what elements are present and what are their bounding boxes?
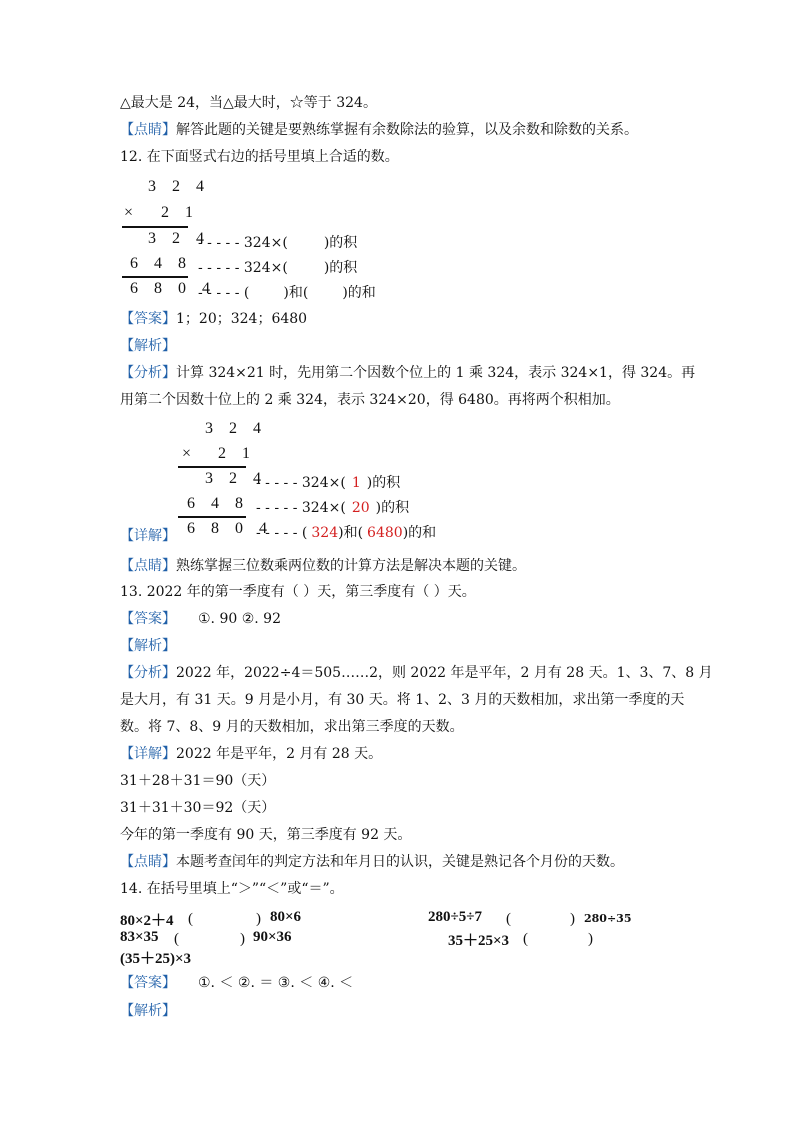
detail-row-partial1: 3 2 4 [205,470,267,487]
q12-fenxi-line-1: 【分析】计算 324×21 时，先用第二个因数个位上的 1 乘 324，表示 324×1，得 324。再 [120,365,696,381]
q13-answer-line: 【答案】 ①. 90 ②. 92 [120,611,281,627]
q12-dianjing-line: 【点睛】熟练掌握三位数乘两位数的计算方法是解决本题的关键。 [120,558,526,574]
compare-c-open-paren: ( [174,931,179,947]
compare-d-left: 35＋25×3 [448,933,510,949]
calc-multiply-sign: × [124,204,140,221]
q14-jiexi-tag: 【解析】 [120,1003,176,1019]
compare-b-right: 280÷35 [584,912,632,925]
detail-note-1: - - - - - 324×( 1 )的积 [256,475,401,491]
answer-tag: 【答案】 [120,611,176,627]
compare-b-close-paren: ) [570,911,575,927]
calc-row-product: 6 8 0 4 [130,280,216,297]
detail-fill-4: 6480 [367,525,403,541]
detail-row-multiplicand: 3 2 4 [205,420,267,437]
compare-c-close-paren: ) [240,931,245,947]
compare-d-open-paren: ( [523,931,528,947]
detail-row-multiplier: 2 1 [218,445,256,462]
q13-equation-1: 31＋28＋31＝90（天） [120,773,276,789]
compare-a-left: 80×2＋4 [120,913,174,929]
q13-equation-2: 31＋31＋30＝92（天） [120,800,276,816]
detail-fill-2: 20 [351,500,370,516]
calc-row-multiplicand: 3 2 4 [148,178,210,195]
calc-rule-bottom [122,276,188,278]
calc-row-multiplier: 2 1 [161,204,199,221]
q13-conclusion: 今年的第一季度有 90 天，第三季度有 92 天。 [120,827,412,843]
detail-fill-3: 324 [311,525,339,541]
dianjing-tag: 【点睛】 [120,854,176,870]
detail-row-product: 6 8 0 4 [187,520,273,537]
detail-note-3: - - - - - ( 324)和( 6480)的和 [256,525,437,541]
calc-row-partial1: 3 2 4 [148,230,210,247]
compare-a-close-paren: ) [256,911,261,927]
calc-rule-top [122,226,188,228]
calc-note-3: - - - - - ( )和( )的和 [198,285,376,301]
q13-dianjing-line: 【点睛】本题考查闰年的判定方法和年月日的认识，关键是熟记各个月份的天数。 [120,854,624,870]
compare-a-right: 80×6 [270,909,302,925]
compare-a-open-paren: ( [188,911,193,927]
q12-fenxi-line-2: 用第二个因数十位上的 2 乘 324，表示 324×20，得 6480。再将两个积相加。 [120,392,620,408]
fenxi-tag: 【分析】 [120,665,176,681]
answer-tag: 【答案】 [120,975,176,991]
detail-note-2: - - - - - 324×( 20 )的积 [256,500,410,516]
dianjing-text: 解答此题的关键是要熟练掌握有余数除法的验算，以及余数和除数的关系。 [176,122,638,138]
detail-multiply-sign: × [182,445,198,462]
q13-fenxi-line-1: 【分析】2022 年，2022÷4＝505……2，则 2022 年是平年，2 月有 28 天。1、3、7、8 月 [120,665,713,681]
fenxi-tag: 【分析】 [120,365,176,381]
q13-fenxi-line-3: 数。将 7、8、9 月的天数相加，求出第三季度的天数。 [120,719,464,735]
calc-note-2: - - - - - 324×( )的积 [198,260,358,276]
detail-row-partial2: 6 4 8 [187,495,249,512]
q14-answer-line: 【答案】 ①. ＜ ②. ＝ ③. ＜ ④. ＜ [120,975,354,991]
question-12-title: 12. 在下面竖式右边的括号里填上合适的数。 [120,149,399,165]
answer-tag: 【答案】 [120,311,176,327]
question-13-title: 13. 2022 年的第一季度有（ ）天，第三季度有（ ）天。 [120,584,476,600]
q13-jiexi-tag: 【解析】 [120,638,176,654]
detail-rule-top [178,466,246,468]
dianjing-tag: 【点睛】 [120,122,176,138]
dianjing-line [120,120,638,140]
compare-b-open-paren: ( [506,911,511,927]
dianjing-tag: 【点睛】 [120,558,176,574]
text-line: △最大是 24，当△最大时，☆等于 324。 [120,95,377,111]
detail-rule-bottom [178,516,246,518]
xiangjie-tag: 【详解】 [120,746,176,762]
compare-b-left: 280÷5÷7 [428,909,482,925]
calc-note-1: - - - - - 324×( )的积 [198,235,358,251]
q13-xiangjie-line: 【详解】2022 年是平年，2 月有 28 天。 [120,746,383,762]
q12-answer-line [120,309,307,329]
compare-d-right: (35＋25)×3 [120,951,192,967]
calc-row-partial2: 6 4 8 [130,255,192,272]
compare-c-right: 90×36 [253,929,292,945]
question-14-title: 14. 在括号里填上“＞”“＜”或“＝”。 [120,881,344,897]
detail-fill-1: 1 [351,475,361,491]
compare-c-left: 83×35 [120,929,159,945]
answer-text: 1；20；324；6480 [176,311,308,327]
q13-fenxi-line-2: 是大月，有 31 天。9 月是小月，有 30 天。将 1、2、3 月的天数相加，求出第一季度的天 [120,692,685,708]
q12-xiangjie-tag: 【详解】 [120,528,176,544]
compare-d-close-paren: ) [588,931,593,947]
q12-jiexi-tag: 【解析】 [120,338,176,354]
